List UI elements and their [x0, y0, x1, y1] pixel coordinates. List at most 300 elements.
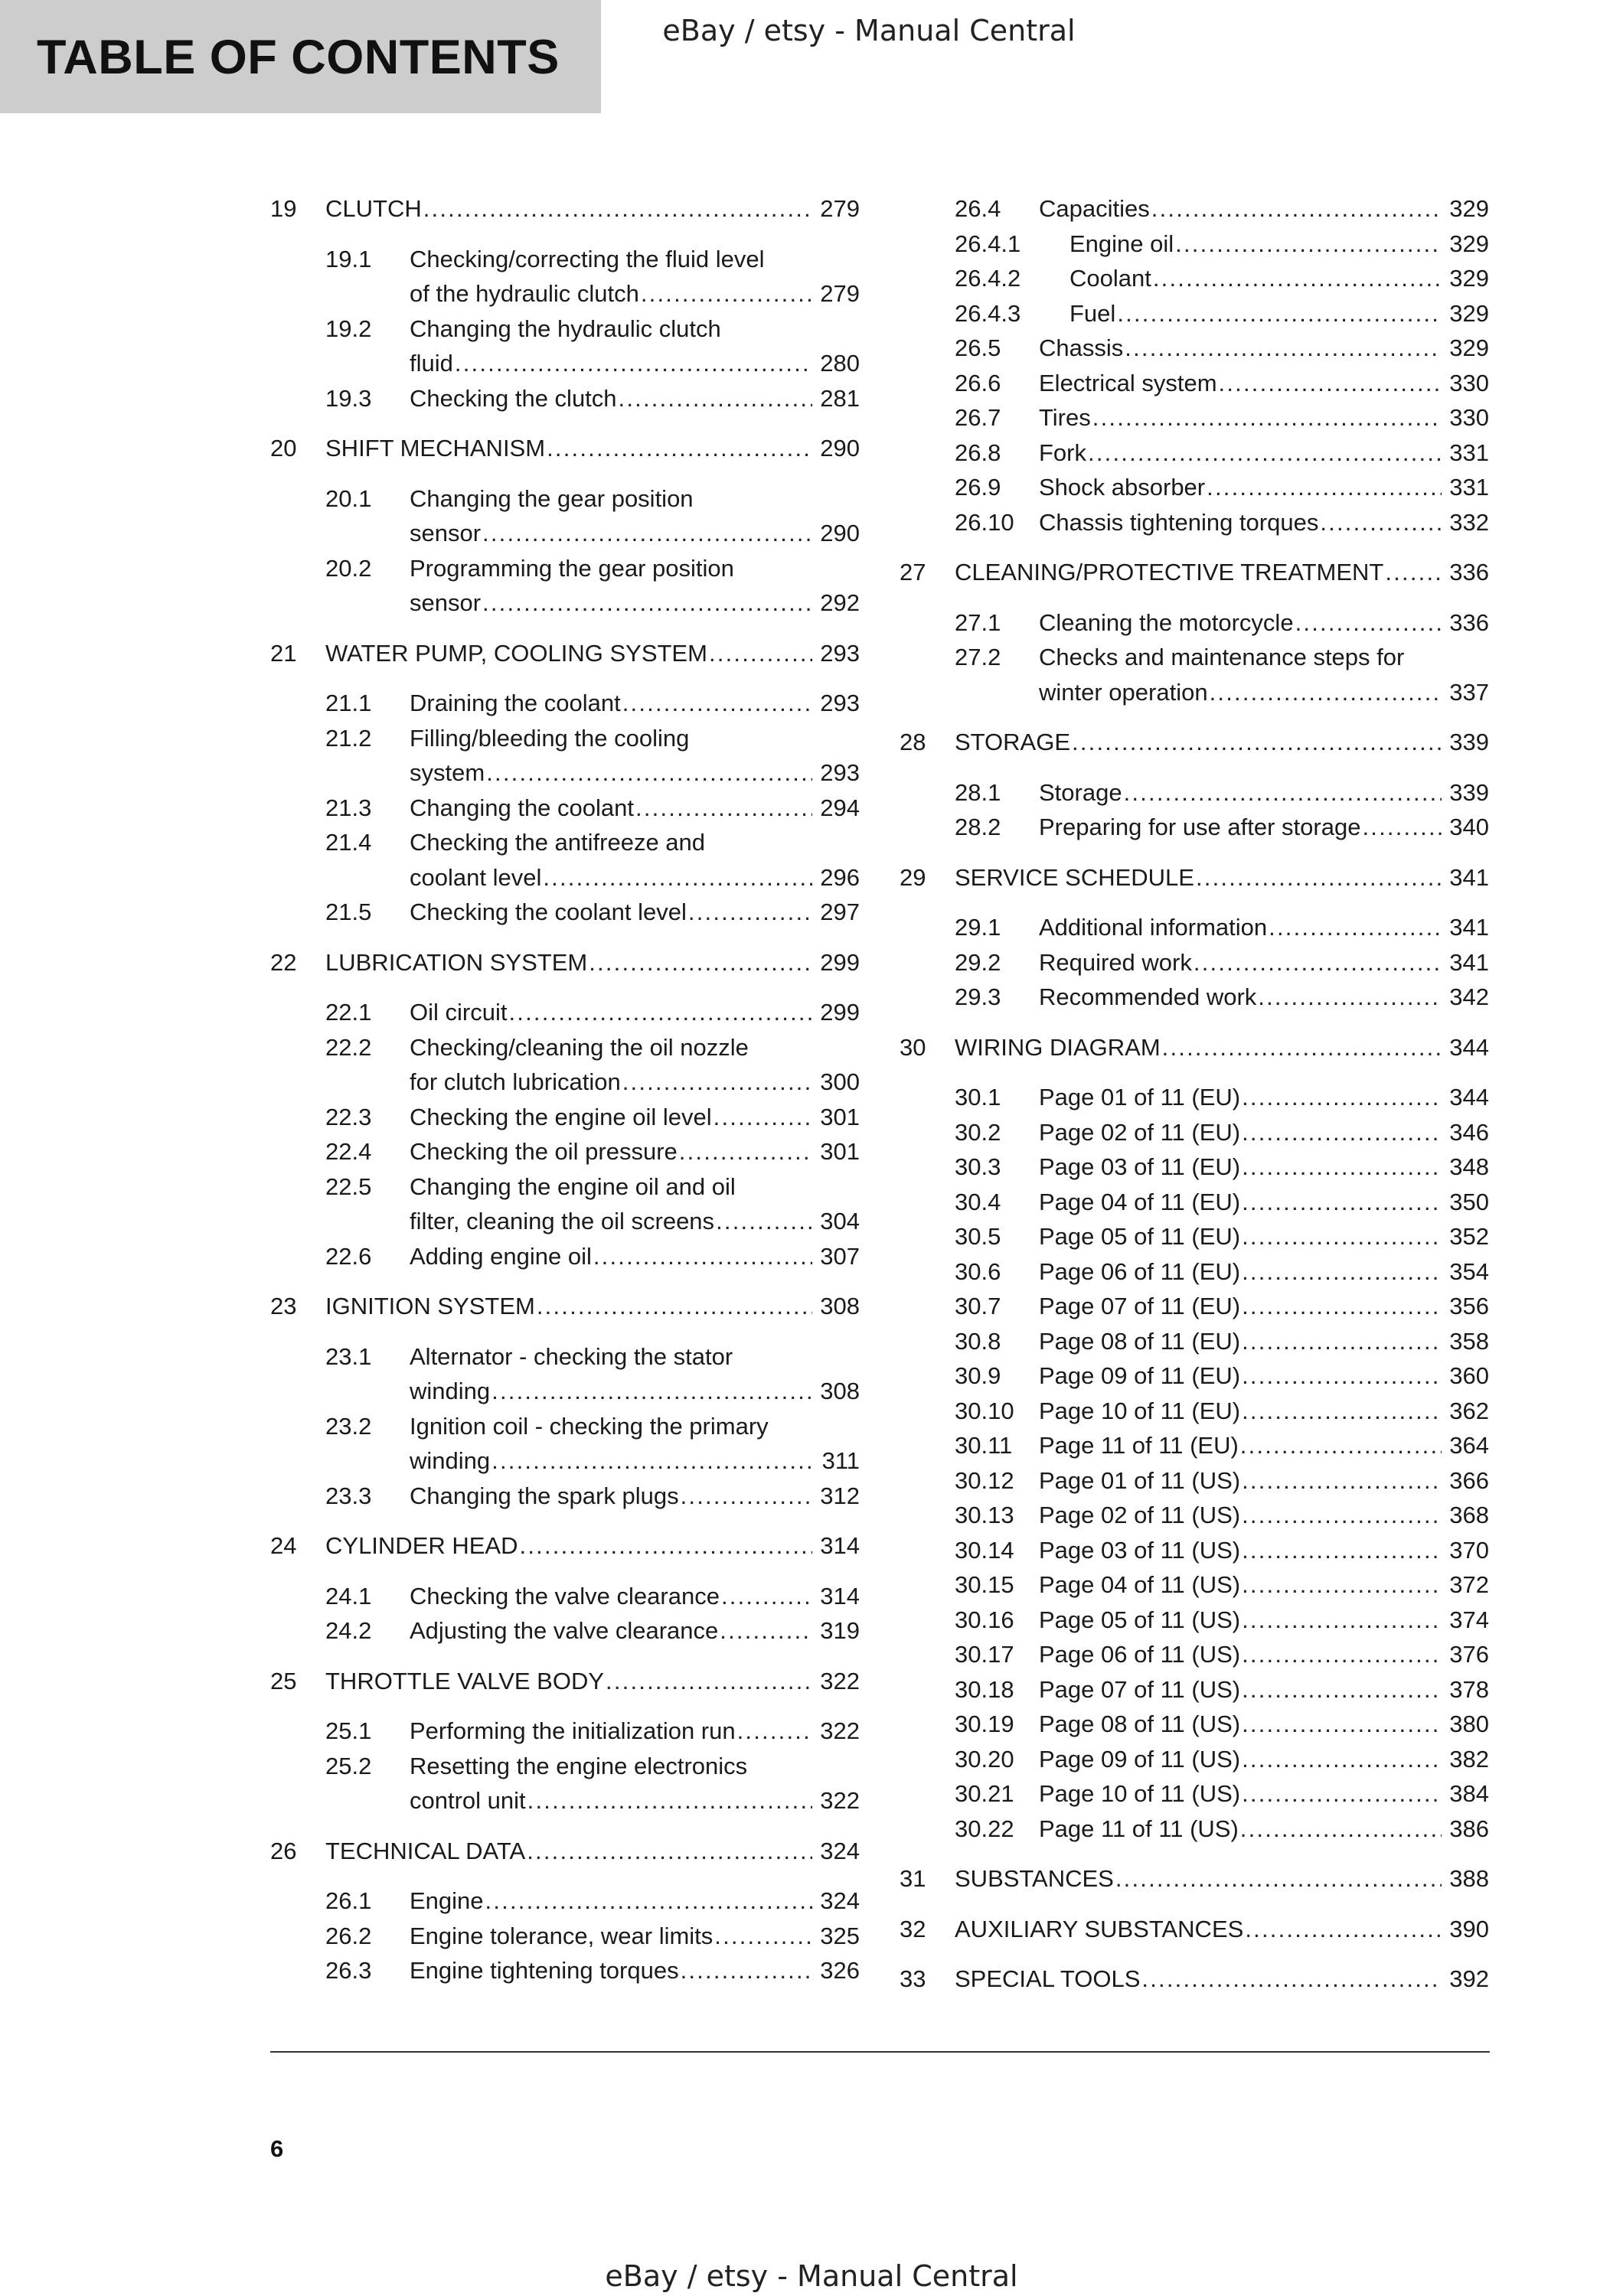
- toc-entry[interactable]: [270, 1239, 860, 1274]
- toc-entry-number: 21.3: [325, 794, 372, 821]
- toc-entry[interactable]: [900, 1324, 1489, 1359]
- toc-entry[interactable]: [270, 311, 860, 381]
- toc-entry-title: SPECIAL TOOLS: [955, 1965, 1141, 1992]
- toc-entry[interactable]: [900, 640, 1489, 709]
- toc-entry[interactable]: [270, 1100, 860, 1135]
- toc-entry-title: Resetting the engine electronics: [410, 1752, 748, 1779]
- toc-entry[interactable]: [270, 895, 860, 930]
- dot-leader: [1242, 1289, 1442, 1324]
- toc-entry-number: 26.7: [955, 404, 1001, 431]
- toc-entry-number: 30.21: [955, 1780, 1014, 1807]
- toc-entry-title: Required work: [1039, 948, 1192, 976]
- toc-entry-page: 331: [1449, 474, 1489, 501]
- toc-entry-number: 28: [900, 729, 926, 755]
- toc-entry[interactable]: [900, 1463, 1489, 1499]
- toc-entry-title: Page 06 of 11 (EU): [1039, 1257, 1241, 1285]
- toc-entry[interactable]: [270, 1134, 860, 1169]
- toc-entry[interactable]: [270, 825, 860, 895]
- toc-entry[interactable]: [270, 721, 860, 791]
- toc-entry-title: CLUTCH: [325, 195, 422, 222]
- toc-entry-title: Page 09 of 11 (US): [1039, 1745, 1241, 1773]
- toc-entry-title: control unit: [410, 1787, 526, 1814]
- toc-entry-title: Checking the oil pressure: [410, 1138, 678, 1165]
- toc-entry-number: 30.19: [955, 1711, 1014, 1737]
- toc-entry[interactable]: [900, 1030, 1489, 1065]
- toc-entry[interactable]: [900, 470, 1489, 505]
- toc-entry[interactable]: [270, 1339, 860, 1409]
- toc-entry-number: 30.16: [955, 1606, 1014, 1633]
- dot-leader: [527, 1783, 813, 1818]
- toc-entry-title: Page 10 of 11 (US): [1039, 1780, 1241, 1807]
- toc-entry-title: Tires: [1039, 404, 1091, 431]
- toc-entry-number: 33: [900, 1965, 926, 1992]
- toc-entry-page: 332: [1449, 508, 1489, 536]
- toc-entry[interactable]: [270, 381, 860, 416]
- dot-leader: [1242, 1463, 1442, 1499]
- toc-entry-number: 26.4.2: [955, 265, 1021, 292]
- toc-entry-title: sensor: [410, 589, 482, 616]
- toc-entry[interactable]: [270, 995, 860, 1030]
- dot-leader: [537, 1289, 812, 1324]
- dot-leader: [491, 1374, 812, 1409]
- toc-entry-number: 26.1: [325, 1887, 372, 1914]
- toc-entry-title: filter, cleaning the oil screens: [410, 1208, 715, 1234]
- toc-entry-page: 279: [820, 280, 860, 307]
- toc-column-right: [900, 191, 1489, 2012]
- toc-entry-title: of the hydraulic clutch: [410, 280, 639, 307]
- toc-entry-title: Cleaning the motorcycle: [1039, 608, 1294, 636]
- toc-entry[interactable]: [900, 366, 1489, 401]
- toc-entry-number: 21: [270, 639, 297, 667]
- toc-entry-page: 370: [1449, 1536, 1489, 1564]
- toc-entry[interactable]: [270, 191, 860, 227]
- toc-entry-page: 279: [820, 195, 860, 222]
- toc-entry-title: sensor: [410, 520, 482, 546]
- toc-entry-title: Engine tightening torques: [410, 1957, 679, 1984]
- toc-entry-page: 304: [820, 1208, 860, 1234]
- toc-entry-number: 22.3: [325, 1103, 372, 1130]
- toc-entry-title: Page 05 of 11 (EU): [1039, 1223, 1241, 1250]
- toc-entry-page: 337: [1449, 678, 1489, 706]
- dot-leader: [606, 1664, 812, 1699]
- toc-entry[interactable]: [900, 1672, 1489, 1707]
- toc-entry[interactable]: [900, 605, 1489, 641]
- toc-entry[interactable]: [900, 1707, 1489, 1742]
- dot-leader: [714, 1100, 813, 1135]
- dot-leader: [1242, 1080, 1442, 1115]
- toc-entry[interactable]: [270, 1289, 860, 1324]
- toc-entry-number: 22.6: [325, 1242, 372, 1270]
- toc-entry-title: Chassis: [1039, 334, 1124, 361]
- toc-entry-title: THROTTLE VALVE BODY: [325, 1667, 605, 1694]
- dot-leader: [1242, 1254, 1442, 1290]
- toc-entry-title: Engine oil: [1069, 230, 1174, 257]
- toc-entry[interactable]: [900, 1498, 1489, 1533]
- toc-entry[interactable]: [900, 725, 1489, 760]
- toc-entry-page: 314: [820, 1532, 860, 1559]
- toc-entry-page: 307: [820, 1242, 860, 1270]
- toc-entry-number: 23.2: [325, 1412, 372, 1440]
- toc-entry-title: WIRING DIAGRAM: [955, 1033, 1161, 1061]
- toc-entry-title: Changing the coolant: [410, 794, 635, 821]
- toc-entry-title: Checking the coolant level: [410, 899, 687, 925]
- dot-leader: [1162, 1030, 1442, 1065]
- toc-entry[interactable]: [900, 191, 1489, 227]
- dot-leader: [1207, 470, 1442, 505]
- toc-entry-page: 362: [1449, 1397, 1489, 1424]
- toc-entry-title: Checking the valve clearance: [410, 1582, 720, 1609]
- toc-entry-number: 22: [270, 948, 297, 976]
- toc-entry[interactable]: [270, 242, 860, 311]
- dot-leader: [1242, 1324, 1442, 1359]
- toc-entry-number: 19.2: [325, 315, 372, 342]
- dot-leader: [1242, 1185, 1442, 1220]
- toc-entry-title: Page 11 of 11 (EU): [1039, 1432, 1239, 1459]
- toc-entry-number: 26: [270, 1837, 297, 1864]
- toc-entry-page: 356: [1449, 1293, 1489, 1319]
- toc-entry-title: Page 09 of 11 (EU): [1039, 1362, 1241, 1389]
- toc-entry[interactable]: [900, 1861, 1489, 1896]
- toc-entry[interactable]: [900, 945, 1489, 980]
- toc-entry[interactable]: [900, 1115, 1489, 1150]
- dot-leader: [1153, 261, 1442, 296]
- dot-leader: [543, 860, 812, 895]
- dot-leader: [486, 755, 812, 791]
- toc-entry-number: 30.9: [955, 1362, 1001, 1389]
- toc-entry[interactable]: [270, 1579, 860, 1614]
- toc-entry-title: Changing the hydraulic clutch: [410, 315, 721, 342]
- toc-entry-page: 329: [1449, 195, 1489, 222]
- toc-entry-number: 30.4: [955, 1188, 1001, 1215]
- toc-entry-number: 29.1: [955, 914, 1001, 941]
- toc-entry[interactable]: [270, 1479, 860, 1514]
- toc-entry[interactable]: [900, 1150, 1489, 1185]
- dot-leader: [1242, 1150, 1442, 1185]
- toc-entry-page: 342: [1449, 983, 1489, 1010]
- toc-entry[interactable]: [900, 1603, 1489, 1638]
- toc-entry-page: 290: [820, 435, 860, 461]
- toc-entry-title: Capacities: [1039, 195, 1150, 222]
- toc-entry-title: Preparing for use after storage: [1039, 814, 1361, 840]
- dot-leader: [1258, 980, 1442, 1015]
- toc-entry-number: 31: [900, 1865, 926, 1892]
- toc-entry-page: 346: [1449, 1118, 1489, 1146]
- toc-entry-number: 28.1: [955, 778, 1001, 806]
- toc-entry[interactable]: [900, 1394, 1489, 1429]
- dot-leader: [1320, 505, 1442, 540]
- dot-leader: [1242, 1672, 1442, 1707]
- toc-entry-number: 26.4.3: [955, 299, 1021, 327]
- toc-entry[interactable]: [270, 431, 860, 466]
- toc-entry[interactable]: [900, 1962, 1489, 1997]
- toc-entry[interactable]: [900, 1812, 1489, 1847]
- toc-entry[interactable]: [900, 555, 1489, 590]
- toc-entry-title: TECHNICAL DATA: [325, 1837, 526, 1864]
- dot-leader: [485, 1883, 813, 1919]
- toc-entry[interactable]: [270, 1030, 860, 1100]
- toc-entry-title: AUXILIARY SUBSTANCES: [955, 1915, 1244, 1942]
- toc-entry[interactable]: [900, 1428, 1489, 1463]
- toc-entry-title: Performing the initialization run: [410, 1717, 736, 1744]
- dot-leader: [482, 516, 812, 551]
- toc-entry-title: SERVICE SCHEDULE: [955, 863, 1194, 891]
- toc-entry[interactable]: [270, 1883, 860, 1919]
- toc-entry-page: 319: [820, 1617, 860, 1644]
- toc-entry-title: Recommended work: [1039, 983, 1257, 1010]
- toc-entry[interactable]: [900, 296, 1489, 331]
- toc-entry-page: 344: [1449, 1033, 1489, 1061]
- toc-entry-title: Page 08 of 11 (US): [1039, 1711, 1241, 1737]
- toc-entry-page: 339: [1449, 778, 1489, 806]
- toc-entry[interactable]: [270, 1919, 860, 1954]
- toc-entry-page: 339: [1449, 729, 1489, 755]
- toc-entry-number: 26.6: [955, 369, 1001, 396]
- dot-leader: [593, 1239, 812, 1274]
- toc-entry[interactable]: [270, 1528, 860, 1564]
- toc-entry-page: 296: [820, 863, 860, 891]
- watermark-bottom: eBay / etsy - Manual Central: [605, 2259, 1018, 2293]
- toc-entry-number: 21.2: [325, 724, 372, 752]
- toc-entry-title: Checks and maintenance steps for: [1039, 644, 1405, 670]
- toc-entry[interactable]: [900, 1219, 1489, 1254]
- toc-entry-number: 30.18: [955, 1675, 1014, 1703]
- toc-entry[interactable]: [900, 1254, 1489, 1290]
- toc-entry-number: 30.20: [955, 1745, 1014, 1773]
- toc-entry[interactable]: [270, 1834, 860, 1869]
- dot-leader: [1242, 1742, 1442, 1777]
- toc-entry[interactable]: [900, 910, 1489, 945]
- dot-leader: [547, 431, 812, 466]
- toc-entry-page: 322: [820, 1787, 860, 1814]
- toc-entry[interactable]: [900, 1776, 1489, 1812]
- toc-entry-title: Page 07 of 11 (US): [1039, 1675, 1241, 1703]
- dot-leader: [679, 1134, 812, 1169]
- toc-entry[interactable]: [270, 1409, 860, 1479]
- toc-entry-number: 21.1: [325, 690, 372, 716]
- toc-entry[interactable]: [900, 1289, 1489, 1324]
- toc-entry-number: 23.1: [325, 1342, 372, 1370]
- toc-entry-title: Checking the clutch: [410, 384, 617, 412]
- toc-entry-number: 26.8: [955, 439, 1001, 466]
- dot-leader: [681, 1479, 813, 1514]
- toc-entry[interactable]: [900, 1533, 1489, 1568]
- toc-entry-number: 30.1: [955, 1084, 1001, 1110]
- toc-entry[interactable]: [900, 331, 1489, 366]
- toc-entry-page: 322: [820, 1717, 860, 1744]
- toc-entry-page: 336: [1449, 608, 1489, 636]
- dot-leader: [1141, 1962, 1442, 1997]
- dot-leader: [721, 1579, 812, 1614]
- toc-entry[interactable]: [900, 1358, 1489, 1394]
- toc-entry[interactable]: [270, 481, 860, 551]
- toc-entry[interactable]: [900, 227, 1489, 262]
- toc-entry-page: 324: [820, 1837, 860, 1864]
- toc-entry-title: Fuel: [1069, 299, 1116, 327]
- toc-entry-number: 30.3: [955, 1153, 1001, 1180]
- toc-entry[interactable]: [900, 860, 1489, 895]
- toc-entry-page: 350: [1449, 1188, 1489, 1215]
- dot-leader: [491, 1443, 814, 1479]
- toc-entry[interactable]: [270, 551, 860, 621]
- toc-entry-number: 23.3: [325, 1482, 372, 1509]
- dot-leader: [527, 1834, 812, 1869]
- footer-rule: [270, 2051, 1490, 2053]
- toc-entry-page: 336: [1449, 559, 1489, 585]
- toc-entry[interactable]: [900, 1912, 1489, 1947]
- toc-entry[interactable]: [900, 1080, 1489, 1115]
- toc-entry[interactable]: [900, 505, 1489, 540]
- toc-entry-title: SHIFT MECHANISM: [325, 435, 546, 461]
- toc-entry-page: 301: [820, 1103, 860, 1130]
- toc-entry-title: Page 06 of 11 (US): [1039, 1641, 1241, 1668]
- toc-entry-title: STORAGE: [955, 729, 1071, 755]
- toc-entry-page: 341: [1449, 914, 1489, 941]
- toc-entry-page: 378: [1449, 1675, 1489, 1703]
- dot-leader: [1245, 1912, 1442, 1947]
- dot-leader: [1124, 775, 1442, 810]
- toc-entry-title: Checking/cleaning the oil nozzle: [410, 1033, 749, 1061]
- toc-entry[interactable]: [270, 1714, 860, 1749]
- toc-entry[interactable]: [900, 1742, 1489, 1777]
- toc-entry-page: 293: [820, 690, 860, 716]
- dot-leader: [1151, 191, 1442, 227]
- toc-entry-title: winding: [410, 1378, 491, 1404]
- dot-leader: [1242, 1707, 1442, 1742]
- toc-entry-page: 329: [1449, 334, 1489, 361]
- toc-entry-page: 290: [820, 520, 860, 546]
- toc-entry[interactable]: [270, 636, 860, 671]
- dot-leader: [1210, 675, 1442, 710]
- toc-entry-page: 300: [820, 1068, 860, 1095]
- toc-entry-page: 354: [1449, 1257, 1489, 1285]
- dot-leader: [1240, 1428, 1442, 1463]
- toc-entry-title: Fork: [1039, 439, 1086, 466]
- toc-entry-page: 299: [820, 999, 860, 1026]
- dot-leader: [1092, 400, 1442, 435]
- toc-entry-page: 372: [1449, 1571, 1489, 1598]
- toc-entry-title: Page 08 of 11 (EU): [1039, 1327, 1241, 1355]
- dot-leader: [1242, 1358, 1442, 1394]
- dot-leader: [589, 945, 812, 980]
- toc-entry-title: Shock absorber: [1039, 474, 1206, 501]
- toc-entry-title: Page 01 of 11 (US): [1039, 1466, 1241, 1494]
- toc-entry-number: 30.5: [955, 1223, 1001, 1250]
- toc-entry-page: 293: [820, 759, 860, 786]
- dot-leader: [1242, 1115, 1442, 1150]
- dot-leader: [1295, 605, 1442, 641]
- toc-entry[interactable]: [900, 1637, 1489, 1672]
- toc-entry-page: 329: [1449, 265, 1489, 292]
- dot-leader: [1196, 860, 1442, 895]
- toc-entry-page: 329: [1449, 299, 1489, 327]
- toc-entry-number: 28.2: [955, 814, 1001, 840]
- toc-entry-title: system: [410, 759, 485, 786]
- dot-leader: [688, 895, 812, 930]
- toc-entry[interactable]: [270, 1749, 860, 1818]
- toc-entry-page: 297: [820, 899, 860, 925]
- toc-entry-page: 386: [1449, 1815, 1489, 1842]
- toc-entry-title: Page 01 of 11 (EU): [1039, 1084, 1241, 1110]
- toc-entry-number: 26.9: [955, 474, 1001, 501]
- toc-entry-title: WATER PUMP, COOLING SYSTEM: [325, 639, 707, 667]
- toc-entry-number: 19: [270, 195, 297, 222]
- toc-entry[interactable]: [900, 261, 1489, 296]
- toc-entry[interactable]: [270, 686, 860, 721]
- toc-entry-title: Adding engine oil: [410, 1242, 592, 1270]
- toc-entry-page: 292: [820, 589, 860, 616]
- toc-entry-title: SUBSTANCES: [955, 1865, 1114, 1892]
- toc-entry[interactable]: [270, 1953, 860, 1988]
- toc-entry-title: Engine: [410, 1887, 484, 1914]
- dot-leader: [1242, 1603, 1442, 1638]
- toc-entry-title: Electrical system: [1039, 369, 1217, 396]
- page-title: TABLE OF CONTENTS: [37, 31, 560, 84]
- toc-entry-number: 20.2: [325, 554, 372, 582]
- toc-entry-page: 380: [1449, 1711, 1489, 1737]
- toc-entry-title: Page 02 of 11 (EU): [1039, 1118, 1241, 1146]
- toc-entry[interactable]: [900, 1185, 1489, 1220]
- toc-entry-page: 384: [1449, 1780, 1489, 1807]
- toc-entry-title: Page 07 of 11 (EU): [1039, 1293, 1241, 1319]
- dot-leader: [1088, 435, 1442, 471]
- toc-entry[interactable]: [900, 775, 1489, 810]
- toc-entry-title: Page 11 of 11 (US): [1039, 1815, 1239, 1842]
- toc-entry-page: 360: [1449, 1362, 1489, 1389]
- toc-entry-number: 30.7: [955, 1293, 1001, 1319]
- toc-entry-page: 392: [1449, 1965, 1489, 1992]
- toc-entry-number: 30.6: [955, 1257, 1001, 1285]
- toc-entry-title: Checking the engine oil level: [410, 1103, 712, 1130]
- toc-entry-number: 27: [900, 559, 926, 585]
- dot-leader: [622, 1065, 813, 1100]
- toc-entry[interactable]: [900, 810, 1489, 845]
- toc-entry-title: Page 02 of 11 (US): [1039, 1502, 1241, 1528]
- toc-entry-number: 26.4.1: [955, 230, 1021, 257]
- toc-entry-number: 26.4: [955, 195, 1001, 222]
- toc-entry[interactable]: [270, 1664, 860, 1699]
- toc-entry-page: 299: [820, 948, 860, 976]
- toc-entry-title: Coolant: [1069, 265, 1151, 292]
- toc-entry-number: 24.1: [325, 1582, 372, 1609]
- toc-entry-page: 312: [820, 1482, 860, 1509]
- toc-entry[interactable]: [900, 435, 1489, 471]
- dot-leader: [1219, 366, 1442, 401]
- toc-entry-page: 340: [1449, 814, 1489, 840]
- toc-entry-number: 30.14: [955, 1536, 1014, 1564]
- toc-entry-page: 330: [1449, 369, 1489, 396]
- toc-entry-number: 23: [270, 1293, 297, 1319]
- toc-entry-number: 30.13: [955, 1502, 1014, 1528]
- toc-entry-number: 21.4: [325, 829, 372, 856]
- toc-entry[interactable]: [270, 791, 860, 826]
- toc-entry-number: 22.1: [325, 999, 372, 1026]
- toc-entry-number: 29.3: [955, 983, 1001, 1010]
- toc-entry-number: 29: [900, 863, 926, 891]
- toc-entry-page: 352: [1449, 1223, 1489, 1250]
- dot-leader: [716, 1204, 812, 1239]
- toc-entry[interactable]: [270, 1169, 860, 1239]
- toc-entry-page: 374: [1449, 1606, 1489, 1633]
- toc-entry[interactable]: [900, 400, 1489, 435]
- toc-entry-number: 22.4: [325, 1138, 372, 1165]
- toc-entry[interactable]: [270, 1613, 860, 1649]
- toc-entry-title: Page 04 of 11 (EU): [1039, 1188, 1241, 1215]
- toc-entry-page: 344: [1449, 1084, 1489, 1110]
- toc-entry[interactable]: [270, 945, 860, 980]
- dot-leader: [1362, 810, 1442, 845]
- toc-entry[interactable]: [900, 980, 1489, 1015]
- toc-entry[interactable]: [900, 1567, 1489, 1603]
